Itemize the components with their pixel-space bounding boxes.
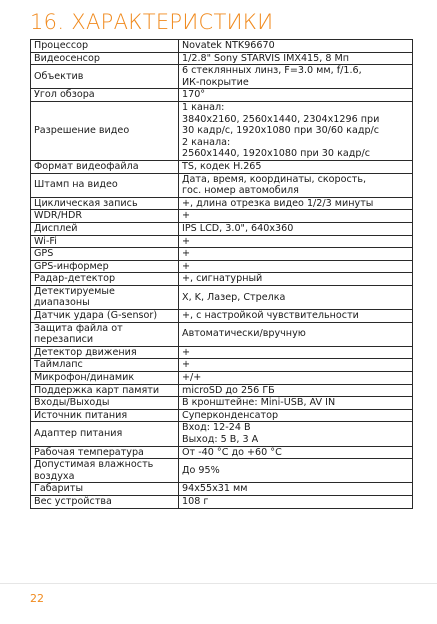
spec-label: Таймлапс [31,359,179,372]
spec-value: Вход: 12-24 В Выход: 5 В, 3 А [179,422,413,446]
spec-label: Входы/Выходы [31,397,179,410]
bottom-divider [0,583,437,584]
spec-label: Штамп на видео [31,173,179,197]
spec-row [31,372,413,385]
spec-value: 94x55x31 мм [179,483,413,496]
spec-label: Допустимая влажность воздуха [31,459,179,483]
spec-label: Габариты [31,483,179,496]
spec-row [31,384,413,397]
spec-value: microSD до 256 ГБ [179,384,413,397]
spec-label: Видеосенсор [31,52,179,65]
spec-value: 1/2.8" Sony STARVIS IMX415, 8 Мп [179,52,413,65]
spec-label: Процессор [31,40,179,53]
spec-value: 6 стеклянных линз, F=3.0 мм, f/1.6, ИК-покрытие [179,65,413,89]
spec-label: Рабочая температура [31,446,179,459]
spec-row [31,248,413,261]
spec-row [31,222,413,235]
spec-value: До 95% [179,459,413,483]
spec-value: + [179,359,413,372]
spec-row [31,197,413,210]
spec-value: +, сигнатурный [179,273,413,286]
spec-label: Wi-Fi [31,235,179,248]
spec-row [31,260,413,273]
spec-value: +, длина отрезка видео 1/2/3 минуты [179,197,413,210]
spec-label: Дисплей [31,222,179,235]
spec-value: Суперконденсатор [179,409,413,422]
spec-value: 170° [179,89,413,102]
spec-row [31,160,413,173]
spec-row [31,89,413,102]
spec-value: + [179,248,413,261]
spec-row [31,397,413,410]
spec-value: TS, кодек H.265 [179,160,413,173]
spec-value: Автоматически/вручную [179,322,413,346]
spec-value: IPS LCD, 3.0", 640x360 [179,222,413,235]
spec-row [31,483,413,496]
spec-row [31,459,413,483]
section-heading: 16. ХАРАКТЕРИСТИКИ [30,10,274,34]
spec-label: Микрофон/динамик [31,372,179,385]
spec-row [31,310,413,323]
spec-row [31,422,413,446]
spec-label: Детектор движения [31,346,179,359]
spec-value: В кронштейне: Mini-USB, AV IN [179,397,413,410]
spec-value: +/+ [179,372,413,385]
spec-row [31,495,413,508]
spec-row [31,101,413,160]
spec-row [31,235,413,248]
spec-label: Объектив [31,65,179,89]
spec-label: Источник питания [31,409,179,422]
spec-label: Циклическая запись [31,197,179,210]
spec-label: Вес устройства [31,495,179,508]
spec-row [31,359,413,372]
spec-value: 1 канал: 3840x2160, 2560x1440, 2304x1296 при 30 кадр/с, 1920x1080 при 30/60 кадр/с 2 канала: 2560x1440, 1920x1080 при 30 кадр/с [179,101,413,160]
spec-value: X, K, Лазер, Стрелка [179,285,413,309]
spec-value: + [179,235,413,248]
spec-label: Поддержка карт памяти [31,384,179,397]
spec-label: GPS [31,248,179,261]
spec-value: + [179,210,413,223]
spec-row [31,40,413,53]
spec-row [31,409,413,422]
spec-label: Детектируемые диапазоны [31,285,179,309]
page-number: 22 [30,592,44,605]
spec-label: GPS-информер [31,260,179,273]
spec-label: Радар-детектор [31,273,179,286]
spec-row [31,273,413,286]
spec-value: Novatek NTK96670 [179,40,413,53]
specifications-table [30,39,413,509]
spec-label: Датчик удара (G-sensor) [31,310,179,323]
spec-value: + [179,260,413,273]
spec-row [31,446,413,459]
spec-row [31,173,413,197]
spec-row [31,52,413,65]
spec-label: WDR/HDR [31,210,179,223]
spec-label: Формат видеофайла [31,160,179,173]
spec-value: 108 г [179,495,413,508]
spec-label: Угол обзора [31,89,179,102]
spec-row [31,65,413,89]
specifications-table-body [31,40,413,509]
spec-row [31,285,413,309]
spec-row [31,346,413,359]
spec-label: Адаптер питания [31,422,179,446]
spec-row [31,322,413,346]
spec-value: + [179,346,413,359]
spec-label: Защита файла от перезаписи [31,322,179,346]
spec-row [31,210,413,223]
spec-label: Разрешение видео [31,101,179,160]
spec-value: От -40 °С до +60 °С [179,446,413,459]
spec-value: +, с настройкой чувствительности [179,310,413,323]
spec-value: Дата, время, координаты, скорость, гос. номер автомобиля [179,173,413,197]
